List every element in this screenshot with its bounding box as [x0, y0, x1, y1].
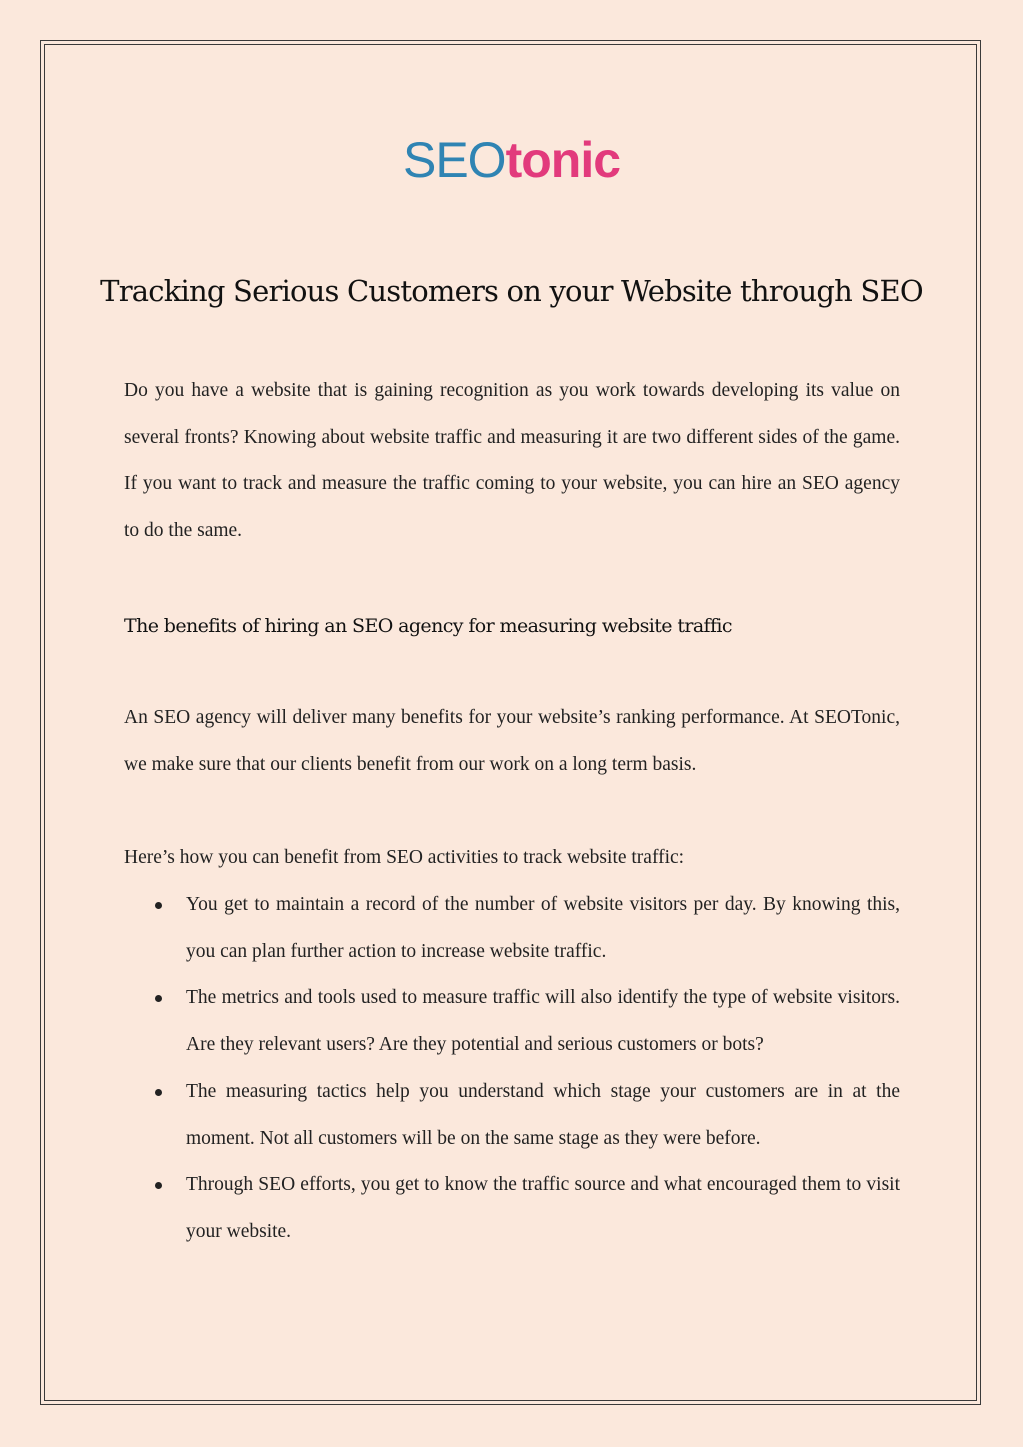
benefits-paragraph-block	[124, 695, 900, 788]
list-intro-block	[124, 835, 900, 882]
bullet-icon	[155, 1182, 162, 1189]
list-item	[124, 1162, 900, 1255]
list-item	[124, 882, 900, 975]
benefits-paragraph: An SEO agency will deliver many benefits for your website’s ranking performance. At SEOTonic, we make sure that our clients benefit from our work on a long term basis.	[124, 707, 900, 775]
bullet-icon	[155, 995, 162, 1002]
intro-paragraph: Do you have a website that is gaining recognition as you work towards developing its value on several fronts? Knowing about website traffic and measuring it are two different sides of the game. If you want to track and measure the traffic coming to your website, you can hire an SEO agency to do the same.	[124, 380, 900, 542]
list-item	[124, 1069, 900, 1162]
list-intro: Here’s how you can benefit from SEO activities to track website traffic:	[124, 847, 685, 868]
bullet-icon	[155, 902, 162, 909]
intro-paragraph-block	[124, 368, 900, 555]
list-item-text: Through SEO efforts, you get to know the traffic source and what encouraged them to visit your website.	[186, 1174, 900, 1242]
seotonic-logo	[0, 130, 1023, 190]
section-subheading: The benefits of hiring an SEO agency for measuring website traffic	[124, 615, 732, 637]
list-item-text: The metrics and tools used to measure traffic will also identify the type of website visitors. Are they relevant users? Are they potential and serious customers or bots?	[186, 987, 900, 1056]
benefits-list	[124, 882, 900, 1256]
logo-text-tonic: tonic	[505, 132, 621, 188]
page-title: Tracking Serious Customers on your Website through SEO	[100, 274, 923, 308]
logo-text-seo: SEO	[402, 132, 506, 188]
bullet-icon	[155, 1089, 162, 1096]
list-item-text: You get to maintain a record of the number of website visitors per day. By knowing this, you can plan further action to increase website traffic.	[186, 894, 900, 962]
list-item-text: The measuring tactics help you understand which stage your customers are in at the moment. Not all customers will be on the same stage as they were before.	[186, 1080, 900, 1149]
list-item	[124, 975, 900, 1068]
